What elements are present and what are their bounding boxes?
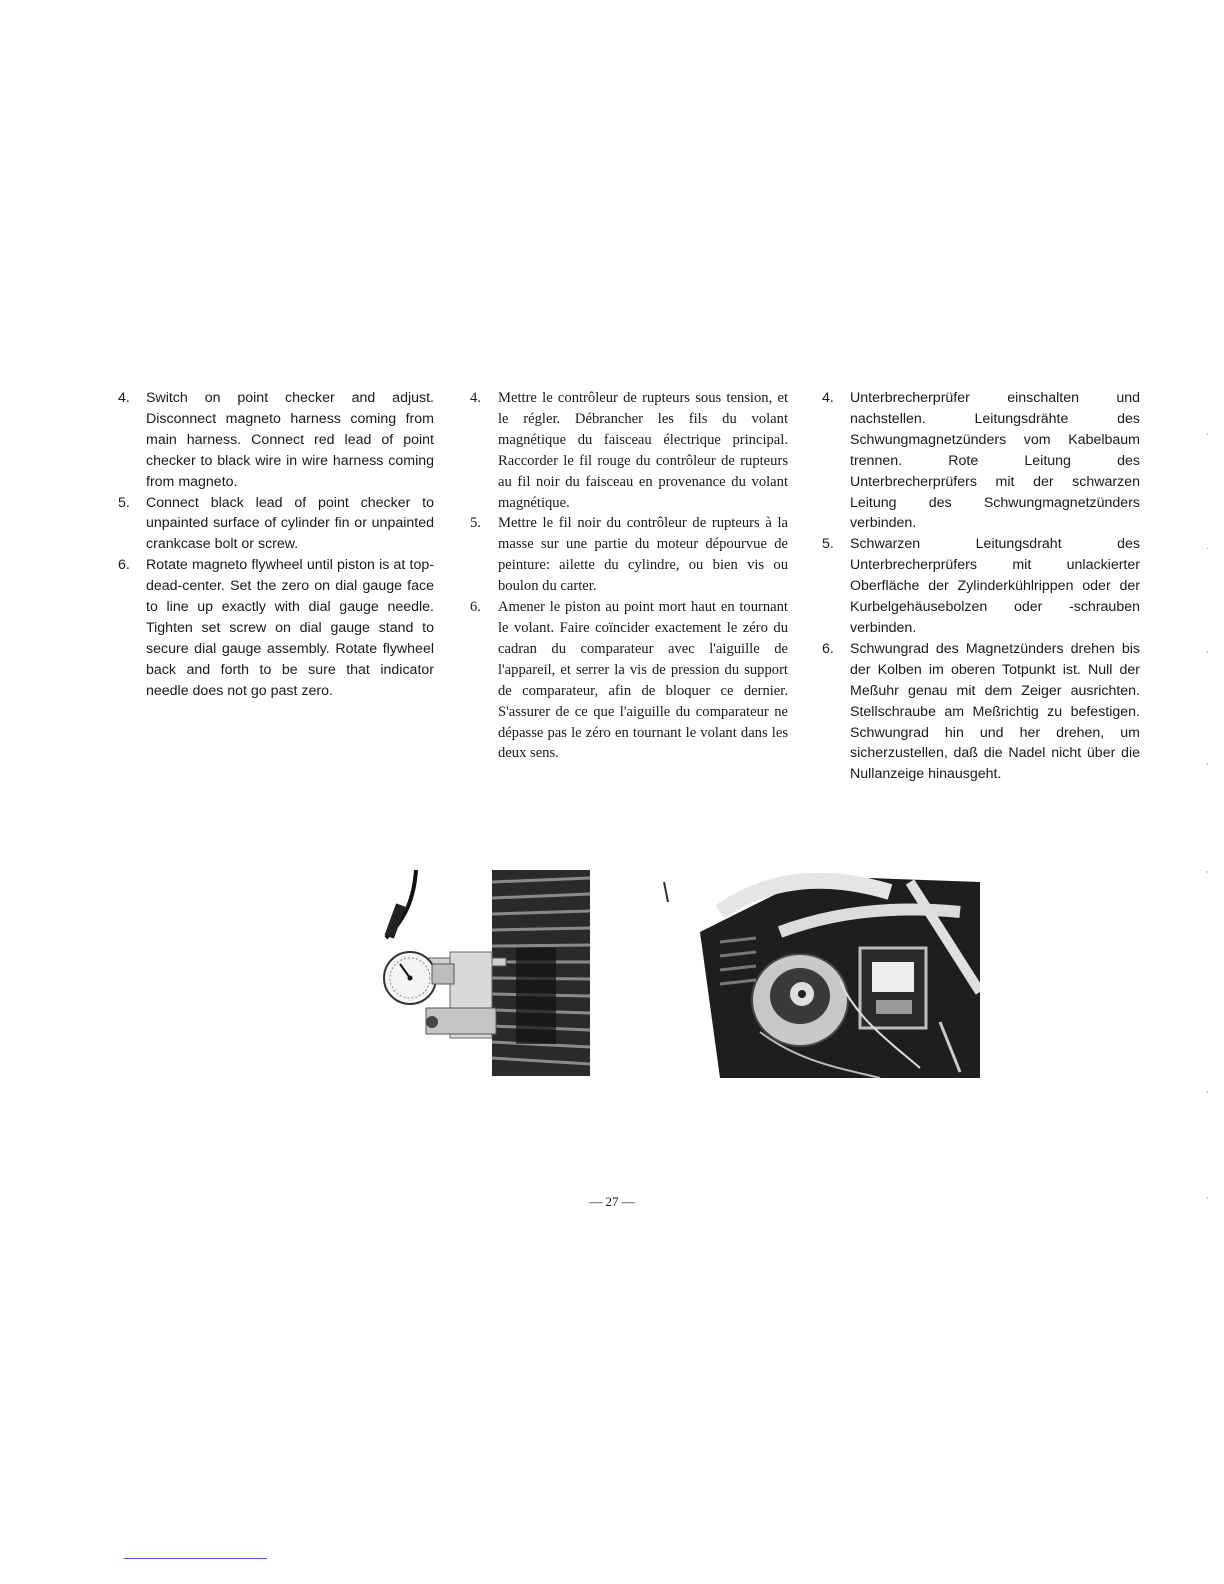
- list-item: [822, 639, 1140, 785]
- footer-rule: [124, 1558, 267, 1559]
- item-text: Schwarzen Leitungsdraht des Unterbrecherprüfers mit unlackierter Oberfläche der Zylinderkühlrippen oder der Kurbelgehäusebolzen oder -schrauben verbinden.: [850, 536, 1140, 636]
- item-number: 6.: [118, 557, 130, 574]
- item-number: 6.: [470, 599, 481, 616]
- list-item: [118, 388, 434, 493]
- scan-mark: ': [1206, 432, 1209, 441]
- item-text: Mettre le fil noir du contrôleur de rupteurs à la masse sur une partie du moteur dépourvue de peinture: ailette du cylindre, ou bien vis ou boulon du carter.: [498, 515, 788, 595]
- item-text: Amener le piston au point mort haut en tournant le volant. Faire coïncider exactement le zéro du cadran du comparateur avec l'aiguille de l'appareil, et serrer la vis de pression du support de comparateur, afin de bloquer ce dernier. S'assurer de ce que l'aiguille du comparateur ne dépasse pas le zéro en tournant le volant dans les deux sens.: [498, 599, 788, 762]
- item-text: Schwungrad des Magnetzünders drehen bis der Kolben im oberen Totpunkt ist. Null der Meßuhr genau mit dem Zeiger ausrichten. Stellschraube am Meßrichtig zu befestigen. Schwungrad hin und her drehen, um sicherzustellen, daß die Nadel nicht über die Nullanzeige hinausgeht.: [850, 640, 1140, 783]
- scan-mark: ': [1206, 762, 1209, 771]
- dial-gauge-photo: [366, 868, 590, 1076]
- french-column: [470, 388, 788, 764]
- item-number: 4.: [822, 390, 834, 406]
- page-number: — 27 —: [589, 1194, 635, 1209]
- point-checker-photo: [660, 872, 980, 1078]
- item-text: Unterbrecherprüfer einschalten und nachstellen. Leitungsdrähte des Schwungmagnetzünders vom Kabelbaum trennen. Rote Leitung des Unterbrecherprüfers mit der schwarzen Leitung des Schwungmagnetzünders verbinden.: [850, 390, 1140, 532]
- scan-mark: ': [1206, 870, 1209, 879]
- list-item: [118, 555, 434, 701]
- list-item: [470, 597, 788, 764]
- list-item: [470, 513, 788, 597]
- item-number: 5.: [470, 515, 481, 532]
- list-item: [118, 493, 434, 556]
- list-item: [822, 534, 1140, 639]
- item-number: 4.: [118, 390, 130, 406]
- list-item: [470, 388, 788, 513]
- item-number: 5.: [118, 494, 130, 511]
- item-number: 5.: [822, 536, 834, 553]
- scan-mark: ': [1206, 1196, 1209, 1205]
- item-number: 6.: [822, 640, 834, 657]
- scan-mark: .: [1206, 542, 1209, 551]
- item-text: Rotate magneto flywheel until piston is at top-dead-center. Set the zero on dial gauge face to line up exactly with dial gauge needle. Tighten set screw on dial gauge stand to secure dial gauge assembly. Rotate flywheel back and forth to be sure that indicator needle does not go past zero.: [146, 557, 434, 699]
- english-column: [118, 388, 434, 702]
- german-column: [822, 388, 1140, 785]
- item-text: Connect black lead of point checker to unpainted surface of cylinder fin or unpainted crankcase bolt or screw.: [146, 494, 434, 553]
- scan-mark: ': [1206, 1090, 1209, 1099]
- list-item: [822, 388, 1140, 534]
- item-text: Switch on point checker and adjust. Disconnect magneto harness coming from main harness. Connect red lead of point checker to black wire in wire harness coming from magneto.: [146, 390, 434, 490]
- scan-mark: ': [1206, 650, 1209, 659]
- item-number: 4.: [470, 390, 481, 406]
- item-text: Mettre le contrôleur de rupteurs sous tension, et le régler. Débrancher les fils du volant magnétique du faisceau électrique principal. Raccorder le fil rouge du contrôleur de rupteurs au fil noir du faisceau en provenance du volant magnétique.: [498, 390, 788, 511]
